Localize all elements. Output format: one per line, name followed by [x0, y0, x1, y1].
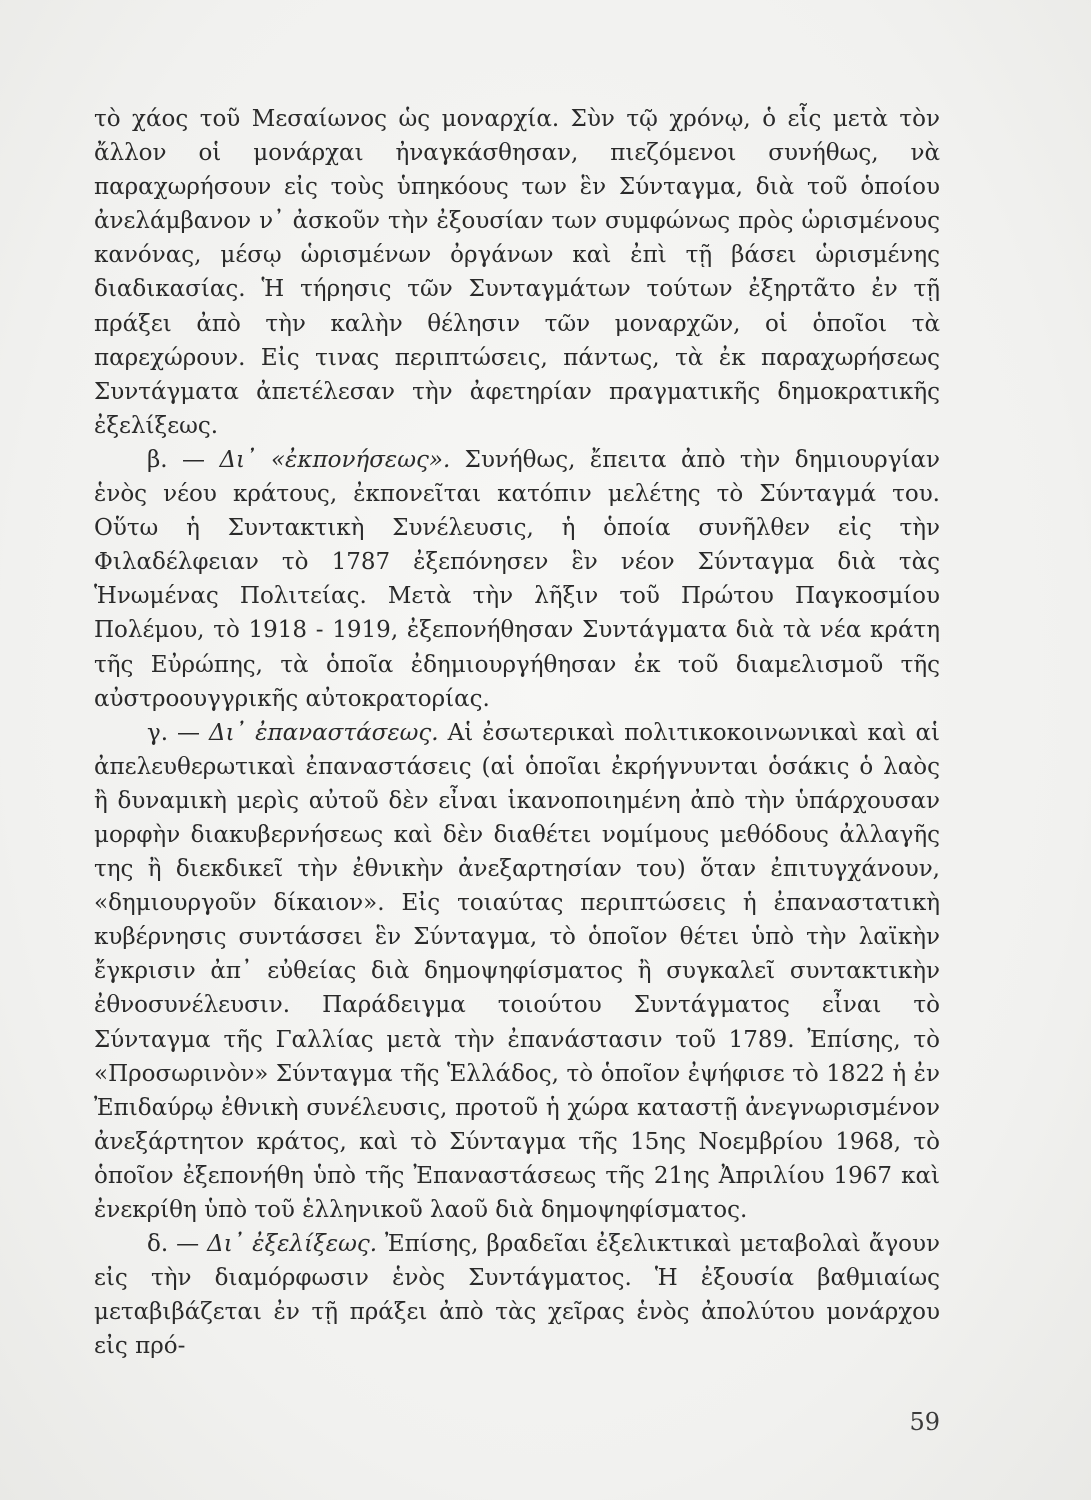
- section-c-label: γ. —: [147, 719, 210, 746]
- section-d-label: δ. —: [147, 1231, 208, 1258]
- section-b-text: Συνήθως, ἔπειτα ἀπὸ τὴν δημιουργίαν ἑνὸς νέου κράτους, ἐκπονεῖται κατόπιν μελέτης τὸ Σύνταγμά του. Οὕτω ἡ Συντακτικὴ Συνέλευσις, ἡ ὁποία συνῆλθεν εἰς τὴν Φιλαδέλφειαν τὸ 1787 ἐξεπόνησεν ἓν νέον Σύνταγμα διὰ τὰς Ἡνωμένας Πολιτείας. Μετὰ τὴν λῆξιν τοῦ Πρώτου Παγκοσμίου Πολέμου, τὸ 1918 - 1919, ἐξεπονήθησαν Συντάγματα διὰ τὰ νέα κράτη τῆς Εὐρώπης, τὰ ὁποῖα ἐδημιουργήθησαν ἐκ τοῦ διαμελισμοῦ τῆς αὐστροουγγρικῆς αὐτοκρατορίας.: [94, 446, 940, 712]
- section-c-text: Αἱ ἐσωτερικαὶ πολιτικοκοινωνικαὶ καὶ αἱ ἀπελευθερωτικαὶ ἐπαναστάσεις (αἱ ὁποῖαι ἐκρήγνυνται ὁσάκις ὁ λαὸς ἢ δυναμικὴ μερὶς αὐτοῦ δὲν εἶναι ἱκανοποιημένη ἀπὸ τὴν ὑπάρχουσαν μορφὴν διακυβερνήσεως καὶ δὲν διαθέτει νομίμους μεθόδους ἀλλαγῆς της ἢ διεκδικεῖ τὴν ἐθνικὴν ἀνεξαρτησίαν του) ὅταν ἐπιτυγχάνουν, «δημιουργοῦν δίκαιον». Εἰς τοιαύτας περιπτώσεις ἡ ἐπαναστατικὴ κυβέρνησις συντάσσει ἓν Σύνταγμα, τὸ ὁποῖον θέτει ὑπὸ τὴν λαϊκὴν ἔγκρισιν ἀπ᾿ εὐθείας διὰ δημοψηφίσματος ἢ συγκαλεῖ συντακτικὴν ἐθνοσυνέλευσιν. Παράδειγμα τοιούτου Συντάγματος εἶναι τὸ Σύνταγμα τῆς Γαλλίας μετὰ τὴν ἐπανάστασιν τοῦ 1789. Ἐπίσης, τὸ «Προσωρινὸν» Σύνταγμα τῆς Ἑλλάδος, τὸ ὁποῖον ἐψήφισε τὸ 1822 ἡ ἐν Ἐπιδαύρῳ ἐθνικὴ συνέλευσις, προτοῦ ἡ χώρα καταστῇ ἀνεγνωρισμένον ἀνεξάρτητον κράτος, καὶ τὸ Σύνταγμα τῆς 15ης Νοεμβρίου 1968, τὸ ὁποῖον ἐξεπονήθη ὑπὸ τῆς Ἐπαναστάσεως τῆς 21ης Ἀπριλίου 1967 καὶ ἐνεκρίθη ὑπὸ τοῦ ἑλληνικοῦ λαοῦ διὰ δημοψηφίσματος.: [94, 719, 941, 1223]
- body-text: [94, 102, 940, 1363]
- section-d-heading: Δι᾿ ἐξελίξεως.: [207, 1231, 378, 1258]
- section-d-text: Ἐπίσης, βραδεῖαι ἐξελικτικαὶ μεταβολαὶ ἄγουν εἰς τὴν διαμόρφωσιν ἑνὸς Συντάγματος. Ἡ ἐξουσία βαθμιαίως μεταβιβάζεται ἐν τῇ πράξει ἀπὸ τὰς χεῖρας ἑνὸς ἀπολύτου μονάρχου εἰς πρό-: [94, 1231, 940, 1360]
- paragraph-continuation: [94, 102, 940, 443]
- section-b-label: β. —: [147, 446, 220, 473]
- section-c-heading: Δι᾿ ἐπαναστάσεως.: [209, 719, 439, 746]
- section-b-paragraph: [94, 443, 940, 716]
- section-c-paragraph: [94, 716, 940, 1227]
- page-number: 59: [909, 1408, 940, 1436]
- section-b-heading: Δι᾿ «ἐκπονήσεως».: [219, 446, 451, 473]
- paragraph-text: τὸ χάος τοῦ Μεσαίωνος ὡς μοναρχία. Σὺν τῷ χρόνῳ, ὁ εἷς μετὰ τὸν ἄλλον οἱ μονάρχαι ἠναγκάσθησαν, πιεζόμενοι συνήθως, νὰ παραχωρήσουν εἰς τοὺς ὑπηκόους των ἓν Σύνταγμα, διὰ τοῦ ὁποίου ἀνελάμβανον ν᾿ ἀσκοῦν τὴν ἐξουσίαν των συμφώνως πρὸς ὡρισμένους κανόνας, μέσῳ ὡρισμένων ὀργάνων καὶ ἐπὶ τῇ βάσει ὡρισμένης διαδικασίας. Ἡ τήρησις τῶν Συνταγμάτων τούτων ἐξηρτᾶτο ἐν τῇ πράξει ἀπὸ τὴν καλὴν θέλησιν τῶν μοναρχῶν, οἱ ὁποῖοι τὰ παρεχώρουν. Εἰς τινας περιπτώσεις, πάντως, τὰ ἐκ παραχωρήσεως Συντάγματα ἀπετέλεσαν τὴν ἀφετηρίαν πραγματικῆς δημοκρατικῆς ἐξελίξεως.: [94, 106, 940, 439]
- section-d-paragraph: [94, 1227, 940, 1363]
